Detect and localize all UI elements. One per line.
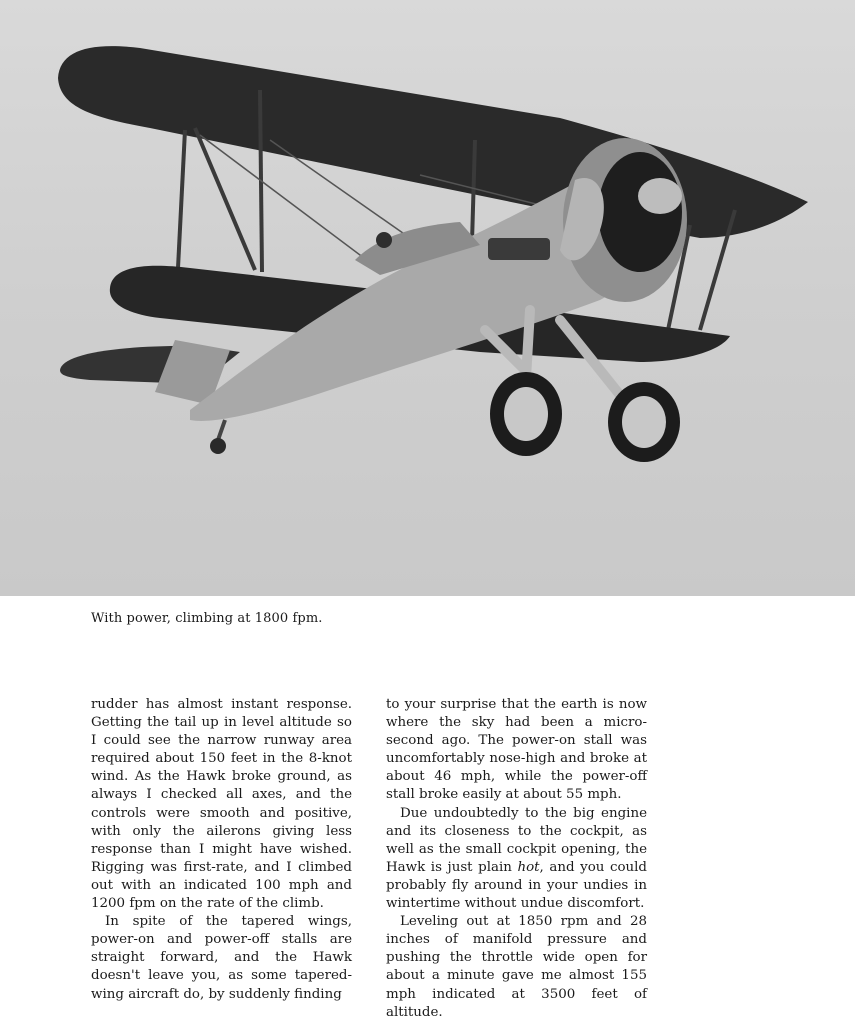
paragraph: rudder has almost instant response. Getting the tail up in level altitude so I could see the narrow runway area required about 150 feet in the 8-knot wind. As the Hawk broke ground, as always I checked all axes, and the controls were smooth and positive, with only the ailerons giving less response than I might have wished. Rigging was first-rate, and I climbed out with an indicated 100 mph and 1200 fpm on the rate of the climb. — [91, 697, 352, 912]
emphasis-hot: hot — [517, 859, 540, 875]
article-column-right — [386, 696, 647, 1022]
text-run: Due undoubtedly to the big engine and its closeness to the cockpit, as well as the small cockpit opening, the Hawk is just plain — [386, 805, 647, 875]
paragraph: In spite of the tapered wings, power-on and power-off stalls are straight forward, and the Hawk doesn't leave you, as some tapered-wing aircraft do, by suddenly finding — [91, 914, 352, 1002]
text-run: , and you could probably fly around in your undies in wintertime without undue discomfort. — [386, 859, 647, 912]
paragraph: Leveling out at 1850 rpm and 28 inches of manifold pressure and pushing the throttle wide open for about a minute gave me almost 155 mph indicated at 3500 feet of altitude. — [386, 914, 647, 1020]
paragraph: to your surprise that the earth is now where the sky had been a micro-second ago. The power-on stall was uncomfortably nose-high and broke at about 46 mph, while the power-off stall broke easily at about 55 mph. — [386, 697, 647, 803]
paragraph-hot — [386, 805, 647, 914]
article-column-left — [91, 696, 352, 1004]
figure-caption: With power, climbing at 1800 fpm. — [91, 611, 323, 626]
